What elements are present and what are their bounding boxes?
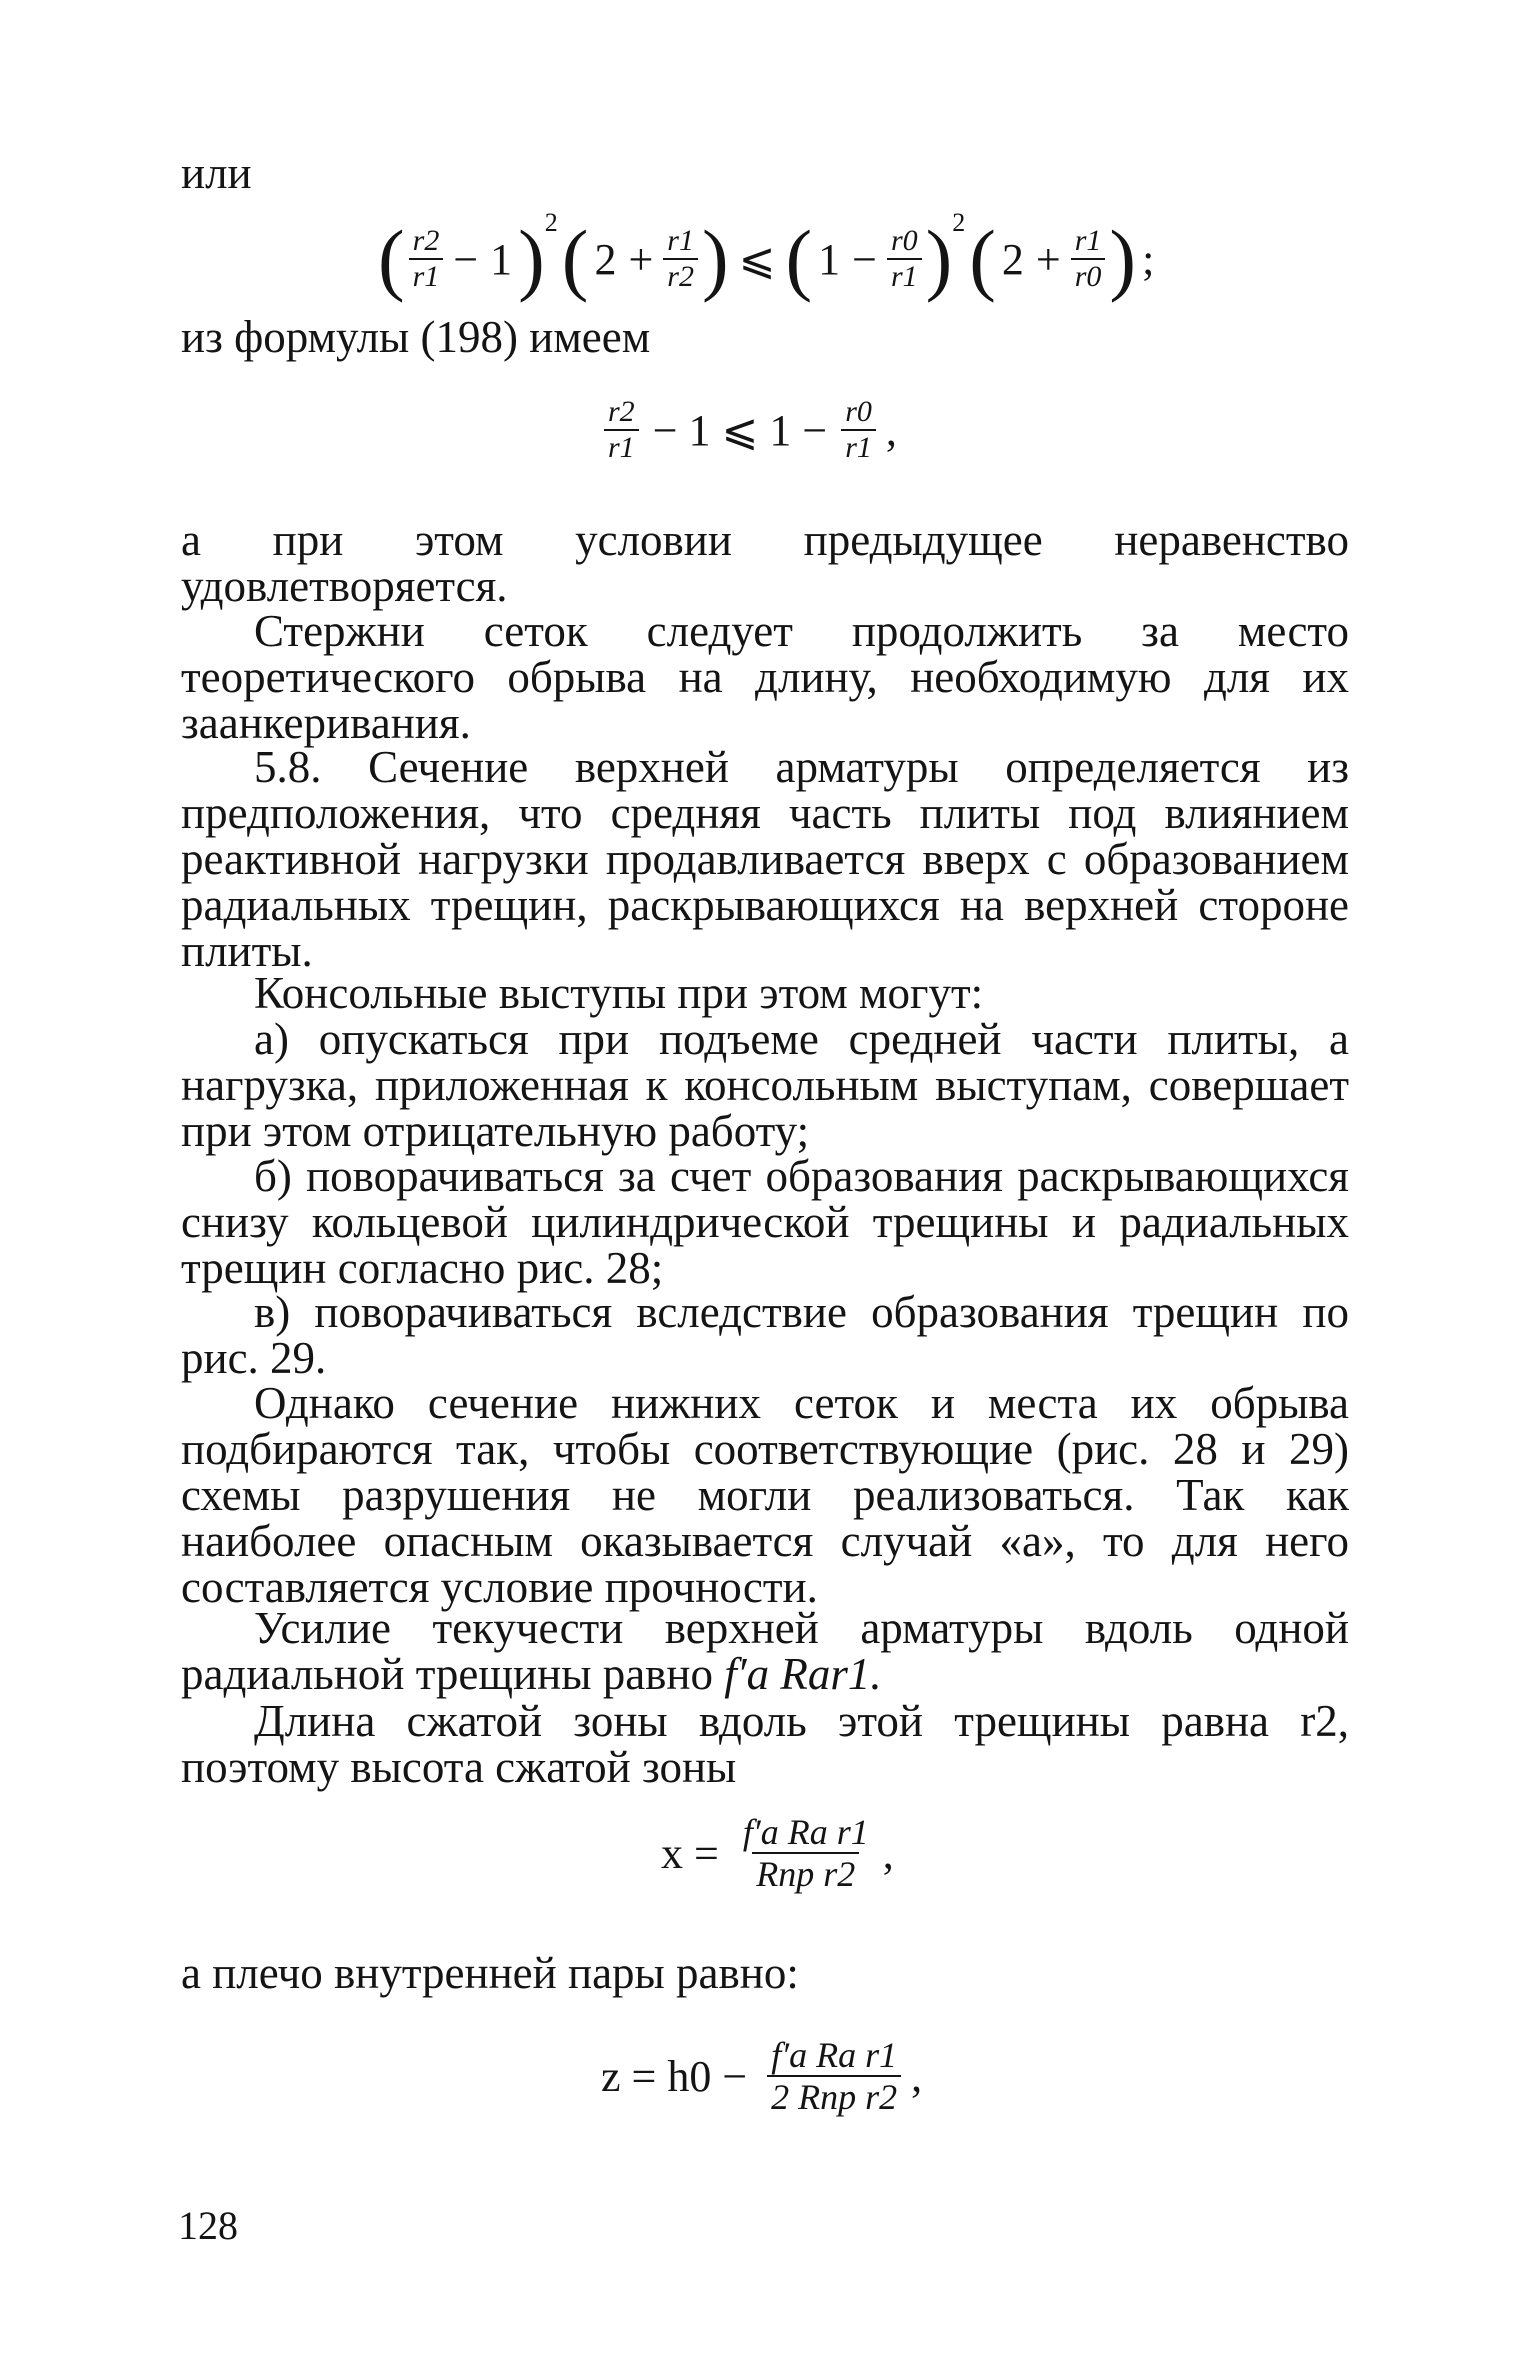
text-yield-words: Усилие текучести верхней арматуры вдоль одной радиальной трещины равно — [181, 1603, 1349, 1699]
text-yield — [181, 1605, 1349, 1697]
formula-x: x = $\frac{\text{f′a Ra r1}}{\text{Rпр r2}}$ , — [661, 1812, 894, 1894]
text-section-5-8: 5.8. Сечение верхней арматуры определяется из предположения, что средняя часть плиты под влиянием реактивной нагрузки продавливается вверх с образованием радиальных трещин, раскрывающихся на верхней стороне плиты. — [181, 742, 1349, 976]
formula-inequality-2: $\frac{r2}{r1}$ − 1 ⩽ 1 − $\frac{r0}{r1}$ , — [600, 395, 903, 465]
text-item-a: а) опускаться при подъеме средней части плиты, а нагрузка, приложенная к консольным выступам, совершает при этом отрицательную работу; — [181, 1014, 1349, 1156]
text-length: Длина сжатой зоны вдоль этой трещины равна r2, поэтому высота сжатой зоны — [181, 1696, 1349, 1792]
text-item-b: б) поворачиваться за счет образования раскрывающихся снизу кольцевой цилиндрической трещины и радиальных трещин согласно рис. 28; — [181, 1151, 1349, 1293]
text-ili: или — [181, 148, 252, 198]
page-number: 128 — [178, 2203, 238, 2248]
text-however: Однако сечение нижних сеток и места их обрыва подбираются так, чтобы соответствующие (рис. 28 и 29) схемы разрушения не могли реализоваться. Так как наиболее опасным оказывается случай «а», то для него составляется условие прочности. — [181, 1378, 1349, 1612]
text-cantilevers: Консольные выступы при этом могут: — [254, 968, 984, 1018]
text-condition: а при этом условии предыдущее неравенство удовлетворяется. — [181, 515, 1349, 611]
text-lever: а плечо внутренней пары равно: — [181, 1948, 799, 1998]
formula-inequality-1: ( $\frac{r2}{r1}$ − 1)2 ( 2 + $\frac{r1}{r2}$ ) ⩽ ( 1 − $\frac{r0}{r1}$ )2 ( 2 + $\frac{r1}{r0}$ ) ; — [378, 208, 1155, 304]
text-yield-expression: f′a Rar1. — [724, 1649, 882, 1699]
formula-z: z = h0 − $\frac{\text{f′a Ra r1}}{\text{2 Rпр r2}}$ , — [601, 2035, 923, 2117]
text-item-v: в) поворачиваться вследствие образования трещин по рис. 29. — [181, 1287, 1349, 1383]
text-rods: Стержни сеток следует продолжить за место теоретического обрыва на длину, необходимую для их заанкеривания. — [181, 606, 1349, 748]
text-from-formula: из формулы (198) имеем — [181, 312, 651, 362]
